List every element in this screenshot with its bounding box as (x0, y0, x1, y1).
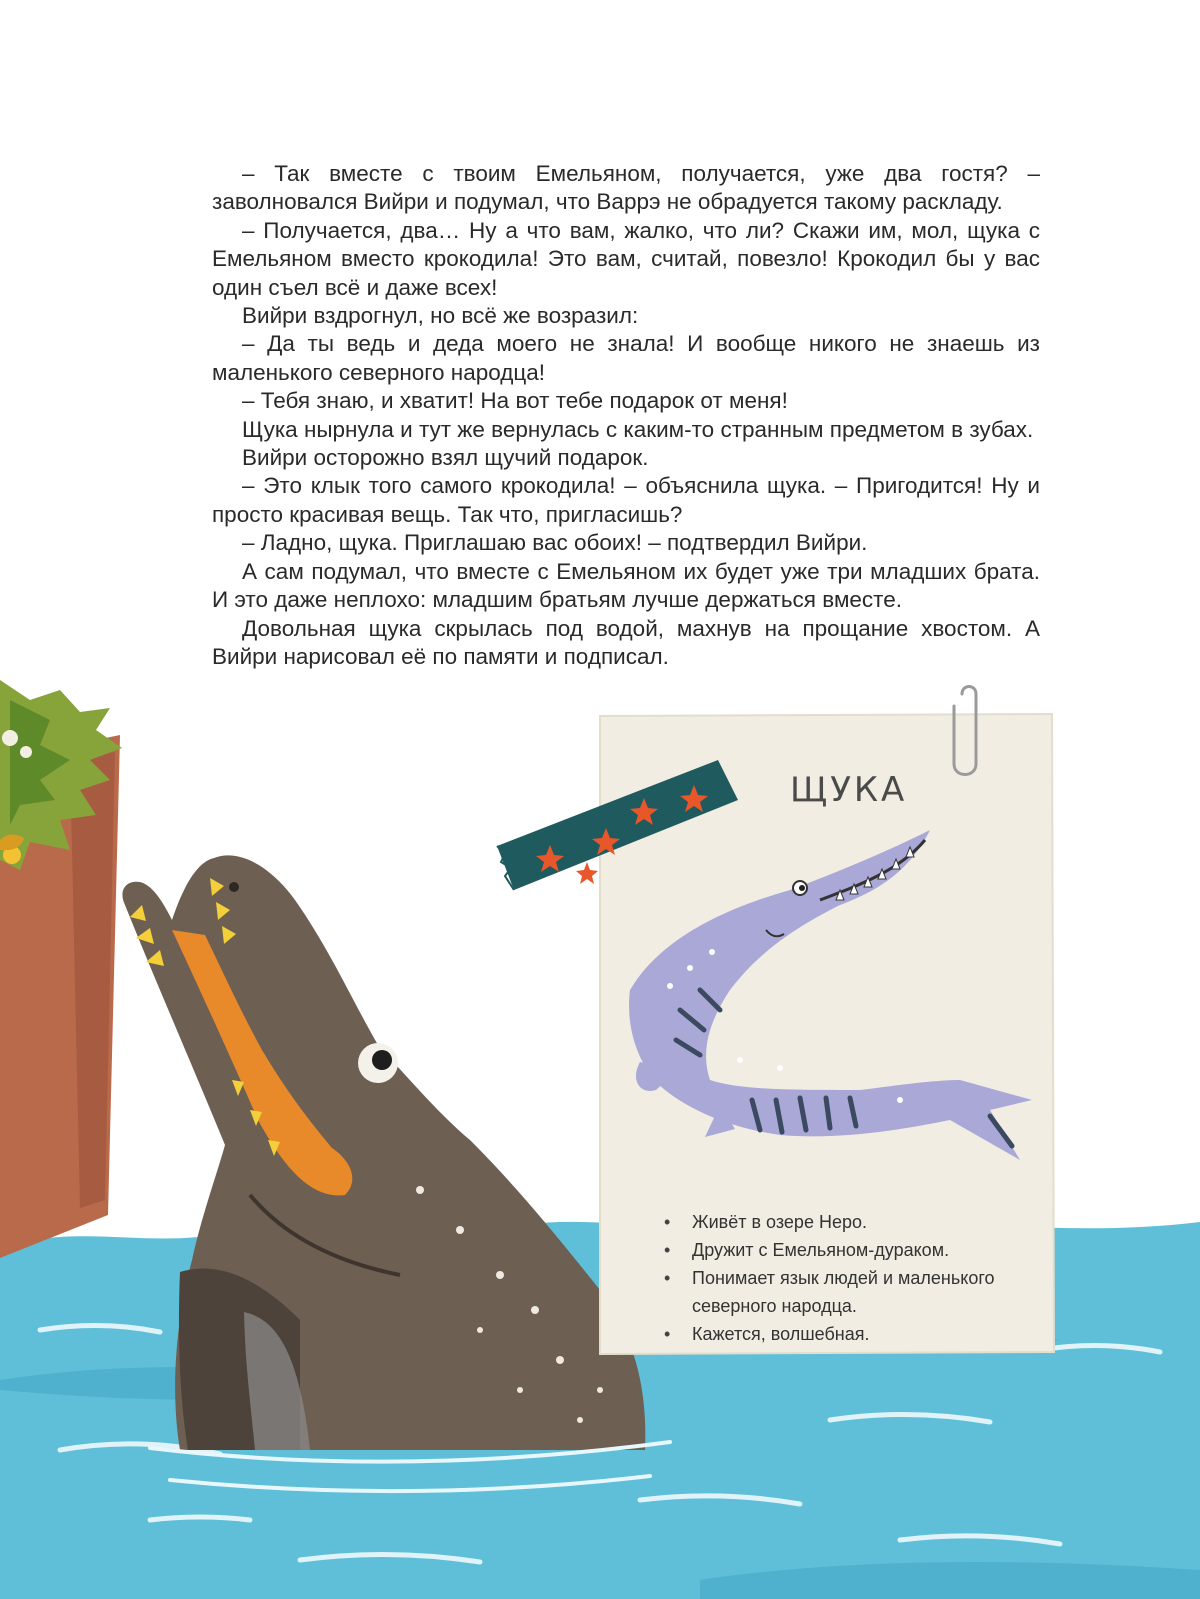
paragraph: Вийри осторожно взял щучий подарок. (242, 445, 649, 471)
paragraph: – Тебя знаю, и хватит! На вот тебе подарок от меня! (242, 388, 788, 414)
facts-list (660, 1208, 1060, 1348)
big-pike (122, 855, 645, 1450)
note-title: ЩУКА (790, 770, 908, 810)
paragraph: – Получается, два… Ну а что вам, жалко, что ли? Скажи им, мол, щука с Емельяном вместо крокодила! Это вам, считай, повезло! Крокодил бы у вас один съел всё и даже всех! (212, 217, 1040, 300)
paragraph: – Так вместе с твоим Емельяном, получается, уже два гостя? – заволновался Вийри и подумал, что Варрэ не обрадуется такому раскладу. (212, 161, 1040, 215)
paragraph: – Это клык того самого крокодила! – объяснила щука. – Пригодится! Ну и просто красивая вещь. Так что, пригласишь? (212, 473, 1040, 527)
list-item: • Дружит с Емельяном-дураком. (660, 1236, 1060, 1264)
paragraph: А сам подумал, что вместе с Емельяном их будет уже три младших брата. И это даже неплохо: младшим братьям лучше держаться вместе. (212, 558, 1040, 613)
paragraph: – Да ты ведь и деда моего не знала! И вообще никого не знаешь из маленького северного народца! (212, 331, 1040, 385)
paragraph: – Ладно, щука. Приглашаю вас обоих! – подтвердил Вийри. (242, 530, 868, 556)
paragraph: Щука нырнула и тут же вернулась с каким-то странным предметом в зубах. (242, 416, 1034, 442)
list-item: • Живёт в озере Неро. (660, 1208, 1060, 1236)
list-item: • Понимает язык людей и маленького северного народца. (660, 1264, 1060, 1320)
paragraph: Довольная щука скрылась под водой, махнув на прощание хвостом. А Вийри нарисовал её по памяти и подписал. (212, 615, 1040, 669)
paragraph: Вийри вздрогнул, но всё же возразил: (242, 303, 639, 329)
list-item: • Кажется, волшебная. (660, 1320, 1060, 1348)
